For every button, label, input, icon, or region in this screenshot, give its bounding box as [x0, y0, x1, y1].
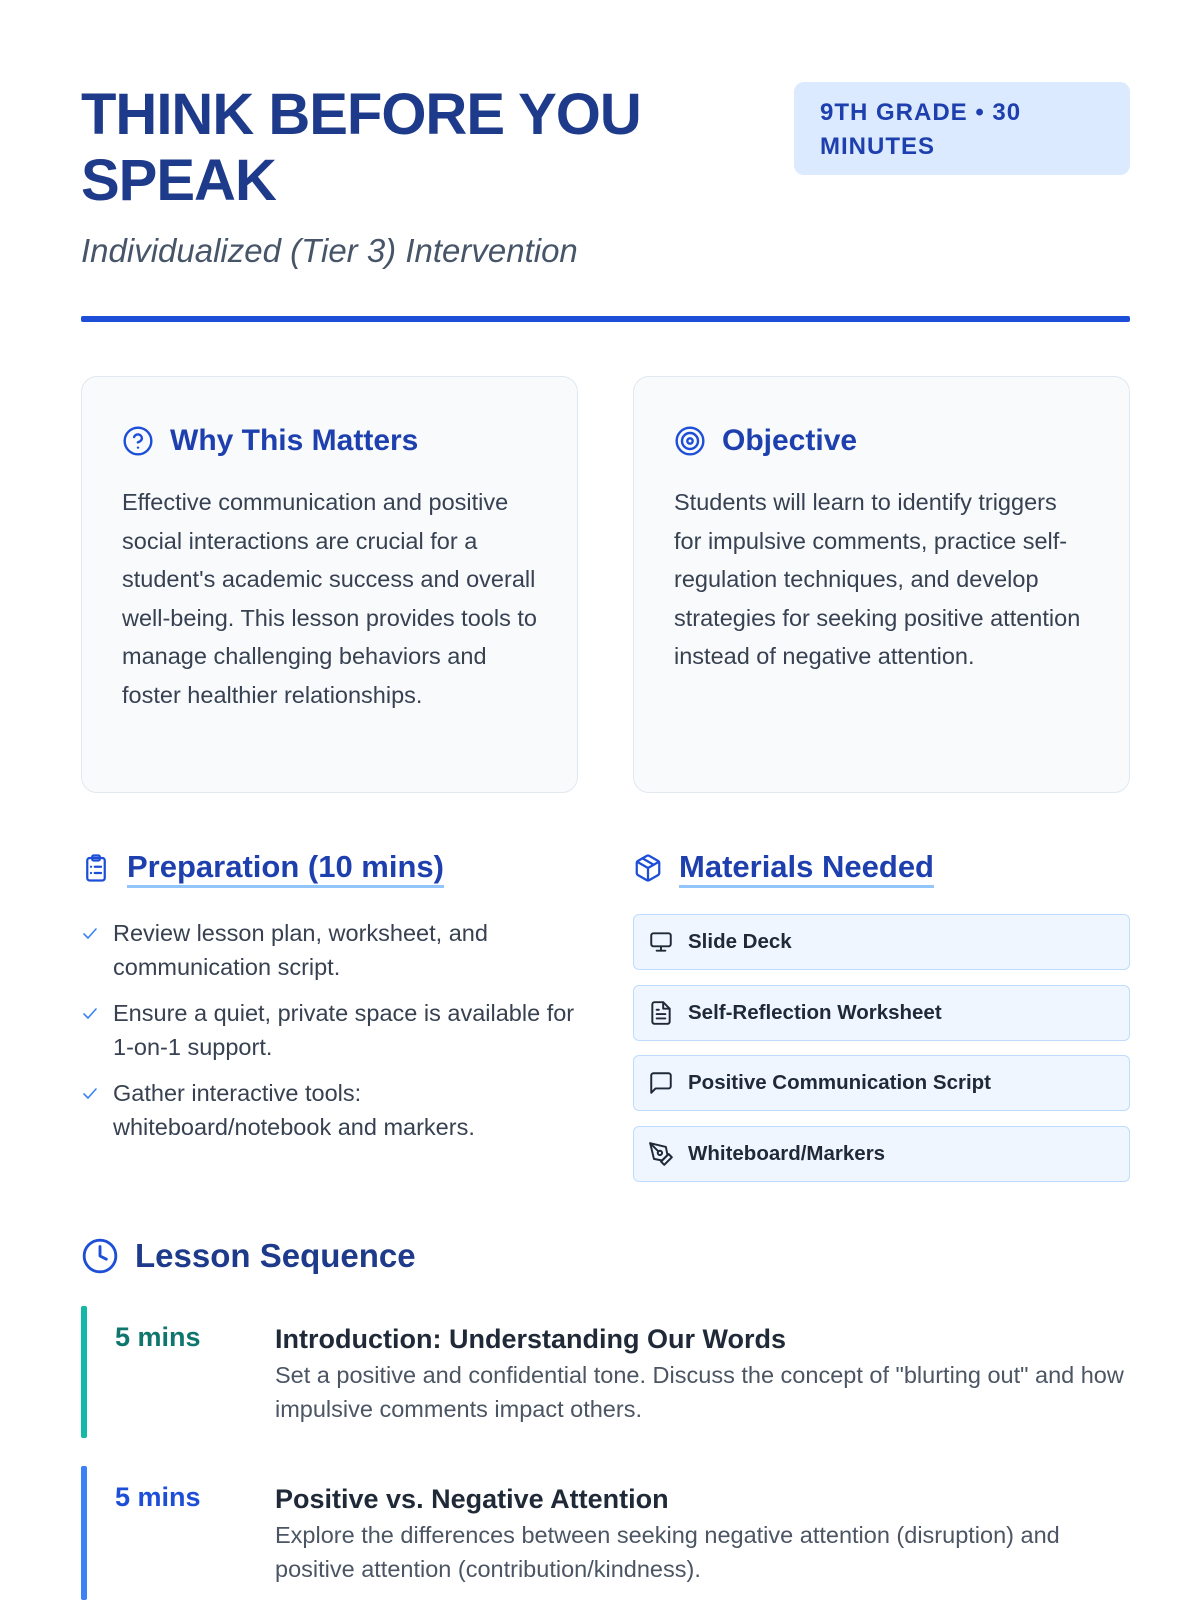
- material-label: Self-Reflection Worksheet: [688, 1000, 942, 1024]
- lesson-plan-page: [81, 0, 1130, 1600]
- badge-line-1: 9TH GRADE • 30: [820, 99, 1022, 126]
- objective-card-title: Objective: [722, 424, 858, 457]
- sequence-step-2: [81, 1466, 1130, 1600]
- pen-tool-icon: [648, 1141, 674, 1167]
- lesson-sequence-header: [81, 1237, 416, 1275]
- package-icon: [633, 852, 663, 884]
- monitor-icon: [648, 929, 674, 955]
- material-item-script: [633, 1055, 1130, 1111]
- sequence-step-1: [81, 1306, 1130, 1438]
- title-line-2: SPEAK: [81, 148, 276, 213]
- target-icon: [674, 425, 706, 457]
- why-card-title: Why This Matters: [170, 424, 419, 457]
- question-circle-icon: [122, 425, 154, 457]
- materials-header: [633, 848, 934, 888]
- header: [81, 82, 1130, 322]
- material-label: Positive Communication Script: [688, 1071, 991, 1094]
- preparation-item-text: Gather interactive tools: whiteboard/notebook and markers.: [113, 1080, 475, 1140]
- step-title: Positive vs. Negative Attention: [275, 1484, 669, 1514]
- material-label: Whiteboard/Markers: [688, 1141, 886, 1165]
- step-accent-bar: [81, 1306, 87, 1438]
- step-description: Explore the differences between seeking negative attention (disruption) and positive attention (contribution/kindness).: [275, 1522, 1060, 1582]
- objective-card-header: [674, 421, 1089, 461]
- title-line-1: THINK BEFORE YOU: [81, 82, 641, 147]
- check-icon: [81, 1080, 99, 1106]
- list-item: [81, 996, 581, 1064]
- preparation-item-text: Review lesson plan, worksheet, and communication script.: [113, 920, 488, 980]
- step-content: [275, 1322, 1125, 1426]
- materials-list: [633, 914, 1130, 1196]
- clipboard-list-icon: [81, 852, 111, 884]
- material-item-slide-deck: [633, 914, 1130, 970]
- materials-title: Materials Needed: [679, 849, 934, 888]
- step-accent-bar: [81, 1466, 87, 1600]
- list-item: [81, 1076, 581, 1144]
- why-card-body: Effective communication and positive social interactions are crucial for a student's academic success and overall well-being. This lesson provides tools to manage challenging behaviors and foster healthier relationships.: [122, 489, 537, 708]
- check-icon: [81, 920, 99, 946]
- page-title: [81, 82, 761, 214]
- preparation-item-text: Ensure a quiet, private space is available for 1-on-1 support.: [113, 1000, 575, 1060]
- step-description: Set a positive and confidential tone. Discuss the concept of "blurting out" and how impulsive comments impact others.: [275, 1362, 1124, 1422]
- preparation-header: [81, 848, 444, 888]
- material-item-worksheet: [633, 985, 1130, 1041]
- page-subtitle: Individualized (Tier 3) Intervention: [81, 232, 578, 269]
- badge-line-2: MINUTES: [820, 133, 935, 160]
- grade-duration-badge: [794, 82, 1130, 175]
- clock-icon: [81, 1237, 119, 1275]
- chat-icon: [648, 1070, 674, 1096]
- objective-card: [633, 376, 1130, 793]
- list-item: [81, 916, 581, 984]
- step-duration: 5 mins: [115, 1482, 201, 1512]
- objective-card-body: Students will learn to identify triggers for impulsive comments, practice self-regulation techniques, and develop strategies for seeking positive attention instead of negative attention.: [674, 489, 1081, 669]
- step-content: [275, 1482, 1125, 1586]
- check-icon: [81, 1000, 99, 1026]
- step-duration: 5 mins: [115, 1322, 201, 1352]
- step-title: Introduction: Understanding Our Words: [275, 1324, 786, 1354]
- lesson-sequence-title: Lesson Sequence: [135, 1237, 416, 1274]
- preparation-list: [81, 916, 581, 1156]
- why-card-header: [122, 421, 537, 461]
- preparation-title: Preparation (10 mins): [127, 849, 444, 888]
- material-item-whiteboard: [633, 1126, 1130, 1182]
- material-label: Slide Deck: [688, 930, 792, 953]
- why-card: [81, 376, 578, 793]
- document-icon: [648, 1000, 674, 1026]
- header-divider: [81, 316, 1130, 322]
